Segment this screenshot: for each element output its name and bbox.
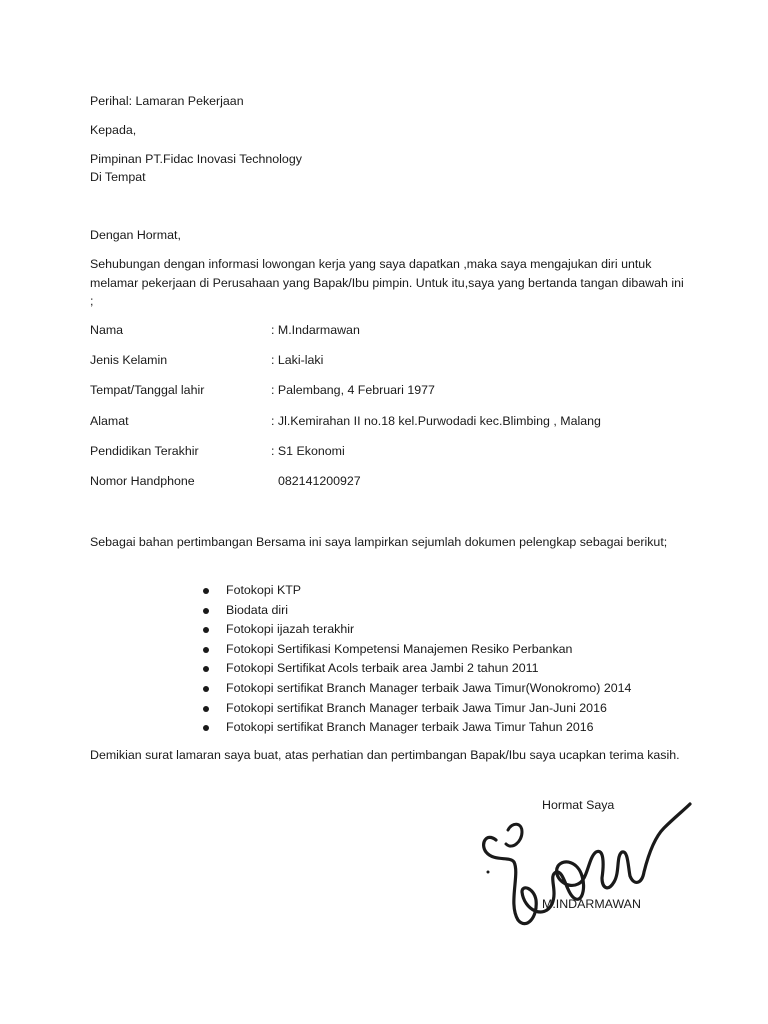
bullet-icon: [203, 647, 209, 653]
closing-paragraph: Demikian surat lamaran saya buat, atas perhatian dan pertimbangan Bapak/Ibu saya ucapkan terima kasih.: [90, 748, 680, 762]
attachment-intro: Sebagai bahan pertimbangan Bersama ini saya lampirkan sejumlah dokumen pelengkap sebagai berikut;: [90, 535, 668, 549]
list-item: [200, 601, 631, 621]
subject-line: Perihal: Lamaran Pekerjaan: [90, 94, 244, 108]
list-item-text: Fotokopi KTP: [226, 583, 302, 597]
bullet-icon: [203, 627, 209, 633]
list-item-text: Fotokopi sertifikat Branch Manager terbaik Jawa Timur(Wonokromo) 2014: [226, 680, 632, 695]
list-item: [200, 718, 631, 738]
field-value-birth: : Palembang, 4 Februari 1977: [271, 383, 435, 397]
intro-paragraph: Sehubungan dengan informasi lowongan kerja yang saya dapatkan ,maka saya mengajukan diri untuk melamar pekerjaan di Perusahaan yang Bapak/Ibu pimpin. Untuk itu,saya yang bertanda tangan dibawah ini ;: [90, 257, 684, 308]
field-label-phone: Nomor Handphone: [90, 474, 195, 488]
bullet-icon: [203, 666, 209, 672]
bullet-icon: [203, 706, 209, 712]
list-item-text: Fotokopi sertifikat Branch Manager terbaik Jawa Timur Jan-Juni 2016: [226, 700, 607, 715]
field-label-education: Pendidikan Terakhir: [90, 444, 199, 458]
list-item-text: Fotokopi ijazah terakhir: [226, 622, 355, 637]
field-value-education: : S1 Ekonomi: [271, 444, 345, 458]
field-value-phone: 082141200927: [278, 474, 361, 488]
list-item-text: Biodata diri: [226, 602, 288, 617]
field-value-name: : M.Indarmawan: [271, 323, 360, 337]
attachment-list: [200, 581, 631, 738]
field-label-gender: Jenis Kelamin: [90, 353, 168, 367]
signer-name: M.INDARMAWAN: [542, 897, 641, 911]
list-item: [200, 620, 631, 640]
greeting: Dengan Hormat,: [90, 228, 181, 242]
bullet-icon: [203, 725, 209, 731]
recipient-line-1: Pimpinan PT.Fidac Inovasi Technology: [90, 152, 302, 166]
field-value-gender: : Laki-laki: [271, 353, 324, 367]
bullet-icon: [203, 686, 209, 692]
list-item: [200, 581, 631, 601]
field-label-name: Nama: [90, 323, 124, 337]
to-label: Kepada,: [90, 123, 137, 137]
bullet-icon: [203, 588, 209, 594]
field-value-address: : Jl.Kemirahan II no.18 kel.Purwodadi kec.Blimbing , Malang: [271, 414, 601, 428]
list-item: [200, 699, 631, 719]
list-item: [200, 659, 631, 679]
sign-off: Hormat Saya: [542, 798, 615, 812]
list-item-text: Fotokopi Sertifikasi Kompetensi Manajemen Resiko Perbankan: [226, 641, 573, 656]
field-label-address: Alamat: [90, 414, 129, 428]
list-item: [200, 640, 631, 660]
field-label-birth: Tempat/Tanggal lahir: [90, 383, 205, 397]
recipient-line-2: Di Tempat: [90, 170, 146, 184]
list-item-text: Fotokopi sertifikat Branch Manager terbaik Jawa Timur Tahun 2016: [226, 720, 594, 735]
list-item-text: Fotokopi Sertifikat Acols terbaik area Jambi 2 tahun 2011: [226, 661, 539, 676]
list-item: [200, 679, 631, 699]
bullet-icon: [203, 608, 209, 614]
